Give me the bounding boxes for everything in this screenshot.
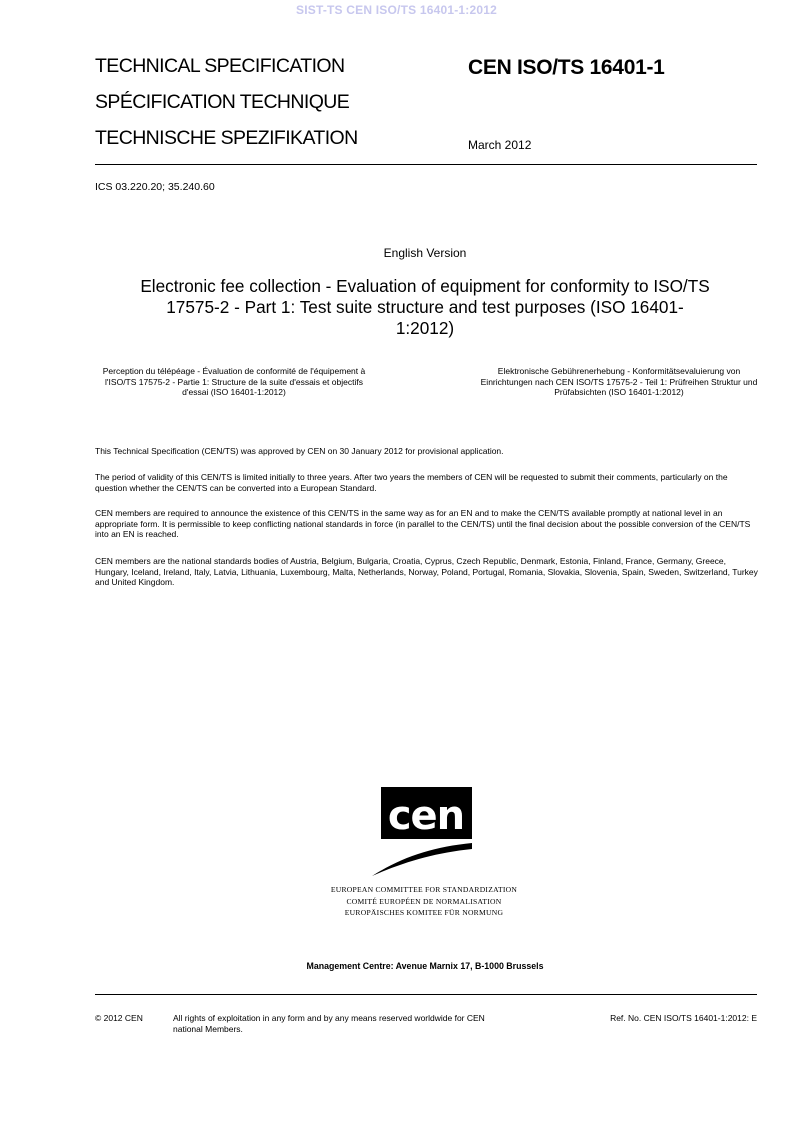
members-paragraph: CEN members are the national standards bodies of Austria, Belgium, Bulgaria, Croatia, Cyprus, Czech Republic, Denmark, Estonia, Finland, France, Germany, Greece, Hungary, Iceland, Ireland, Italy, Latvia, Lithuania, Luxembourg, Malta, Netherlands, Norway, Poland, Portugal, Romania, Slovakia, Slovenia, Spain, Sweden, Switzerland, Turkey and United Kingdom. <box>95 556 758 587</box>
document-number: CEN ISO/TS 16401-1 <box>468 56 665 79</box>
publication-date: March 2012 <box>468 138 532 152</box>
approval-paragraph: This Technical Specification (CEN/TS) was approved by CEN on 30 January 2012 for provisional application. <box>95 446 504 456</box>
ics-codes: ICS 03.220.20; 35.240.60 <box>95 181 215 193</box>
committee-name-en: EUROPEAN COMMITTEE FOR STANDARDIZATION <box>330 885 518 894</box>
committee-names <box>304 884 544 919</box>
spec-title-de: TECHNISCHE SPEZIFIKATION <box>95 127 358 149</box>
cen-logo <box>372 787 472 882</box>
management-centre: Management Centre: Avenue Marnix 17, B-1000 Brussels <box>306 961 544 971</box>
german-title: Elektronische Gebührenerhebung - Konformitätsevaluierung von Einrichtungen nach CEN ISO/TS 17575-2 - Teil 1: Prüfreihen Struktur und Prüfabsichten (ISO 16401-1:2012) <box>480 366 758 398</box>
footer-divider <box>95 994 757 995</box>
announcement-paragraph: CEN members are required to announce the existence of this CEN/TS in the same way as for an EN and to make the CEN/TS available promptly at national level in an appropriate form. It is permissible to keep conflicting national standards in force (in parallel to the CEN/TS) until the final decision about the possible conversion of the CEN/TS into an EN is reached. <box>95 508 751 539</box>
french-title: Perception du télépéage - Évaluation de conformité de l'équipement à l'ISO/TS 17575-2 - Partie 1: Structure de la suite d'essais et objectifs d'essai (ISO 16401-1:2012) <box>102 366 366 398</box>
language-version: English Version <box>383 246 467 260</box>
committee-name-fr: COMITÉ EUROPÉEN DE NORMALISATION <box>346 896 502 906</box>
spec-title-en: TECHNICAL SPECIFICATION <box>95 55 345 77</box>
reference-number: Ref. No. CEN ISO/TS 16401-1:2012: E <box>610 1013 757 1023</box>
watermark-text: SIST-TS CEN ISO/TS 16401-1:2012 <box>296 3 497 17</box>
spec-title-fr: SPÉCIFICATION TECHNIQUE <box>95 91 350 113</box>
rights-notice: All rights of exploitation in any form and by any means reserved worldwide for CEN national Members. <box>173 1013 485 1034</box>
validity-paragraph: The period of validity of this CEN/TS is limited initially to three years. After two years the members of CEN will be requested to submit their comments, particularly on the question whether the CEN/TS can be converted into a European Standard. <box>95 472 728 493</box>
committee-name-de: EUROPÄISCHES KOMITEE FÜR NORMUNG <box>344 908 504 917</box>
header-divider <box>95 164 757 165</box>
copyright: © 2012 CEN <box>95 1013 143 1023</box>
document-title: Electronic fee collection - Evaluation of equipment for conformity to ISO/TS 17575-2 - Part 1: Test suite structure and test purposes (ISO 16401-1:2012) <box>140 276 710 338</box>
cen-logo-text: cen <box>387 793 465 839</box>
